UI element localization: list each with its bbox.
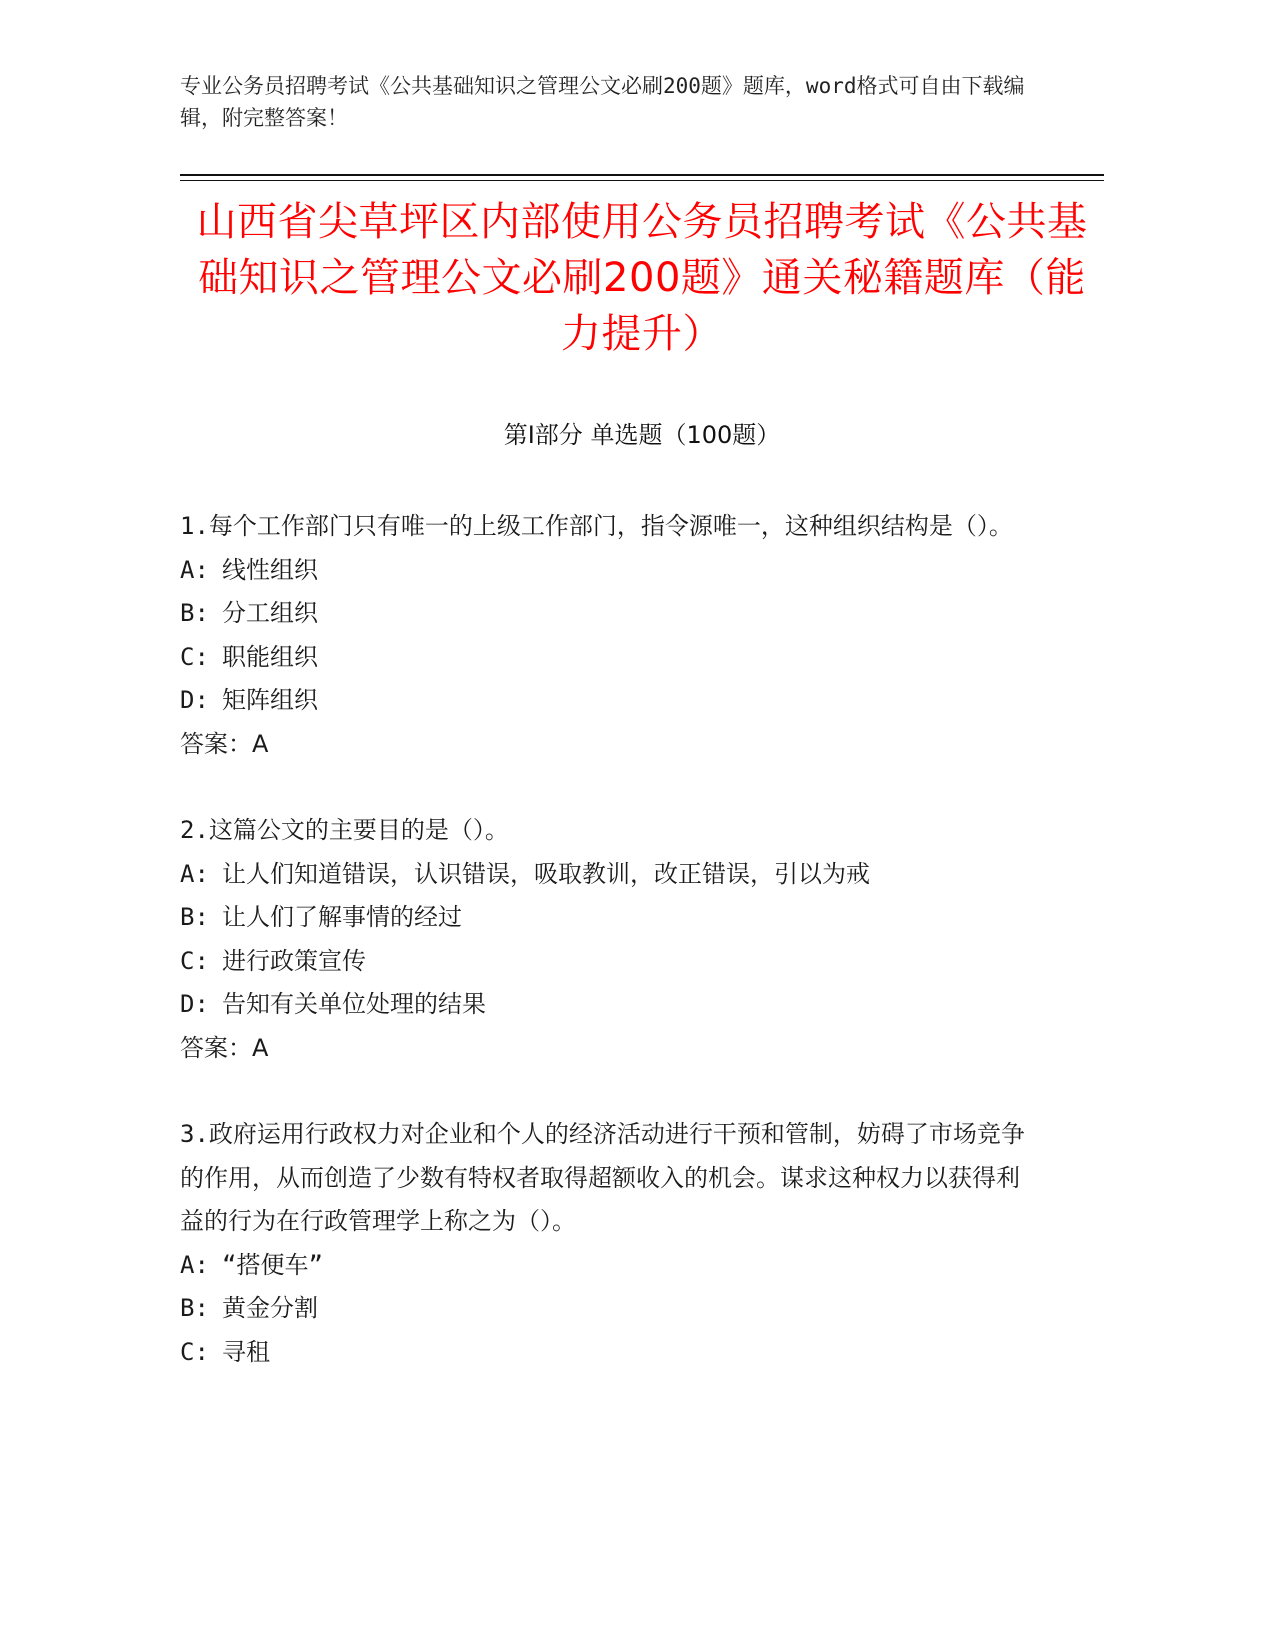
option-letter: B:	[180, 903, 209, 931]
option-text: 寻租	[222, 1337, 270, 1366]
question-item	[180, 505, 1030, 766]
option-text: 让人们了解事情的经过	[222, 903, 462, 931]
option-b	[180, 896, 1030, 940]
option-letter: D:	[180, 686, 209, 714]
header-divider-thick	[180, 174, 1104, 176]
option-text: 让人们知道错误，认识错误，吸取教训，改正错误，引以为戒	[222, 859, 870, 888]
document-title: 山西省尖草坪区内部使用公务员招聘考试《公共基础知识之管理公文必刷200题》通关秘籍题库（能力提升）	[196, 199, 1088, 357]
question-stem: 3.政府运用行政权力对企业和个人的经济活动进行干预和管制，妨碍了市场竞争的作用，从而创造了少数有特权者取得超额收入的机会。谋求这种权力以获得利益的行为在行政管理学上称之为（）。	[180, 1120, 1025, 1235]
option-d	[180, 983, 1030, 1027]
option-text: 分工组织	[222, 599, 318, 627]
option-letter: B:	[180, 599, 209, 627]
header-divider-thin	[180, 180, 1104, 181]
option-text: 职能组织	[222, 642, 318, 671]
question-item	[180, 809, 1030, 1070]
option-letter: A:	[180, 859, 209, 888]
option-text: 矩阵组织	[222, 686, 318, 714]
option-a	[180, 549, 1030, 593]
question-stem: 2.这篇公文的主要目的是（）。	[180, 816, 509, 844]
option-text: 告知有关单位处理的结果	[222, 990, 486, 1018]
option-b	[180, 592, 1030, 636]
answer-line: 答案：A	[180, 1033, 269, 1062]
option-c	[180, 636, 1030, 680]
option-text: 进行政策宣传	[222, 946, 366, 975]
option-letter: A:	[180, 555, 209, 584]
option-text: “搭便车”	[222, 1250, 323, 1279]
option-letter: C:	[180, 946, 209, 975]
question-list	[180, 505, 1030, 1417]
option-letter: B:	[180, 1294, 209, 1322]
section-heading: 第Ⅰ部分 单选题（100题）	[503, 421, 781, 449]
option-c	[180, 1331, 1030, 1375]
option-letter: C:	[180, 642, 209, 671]
question-stem: 1.每个工作部门只有唯一的上级工作部门，指令源唯一，这种组织结构是（）。	[180, 512, 1013, 540]
header-note: 专业公务员招聘考试《公共基础知识之管理公文必刷200题》题库，word格式可自由下载编辑，附完整答案！	[180, 74, 1025, 130]
option-a	[180, 853, 1030, 897]
option-d	[180, 679, 1030, 723]
option-text: 黄金分割	[222, 1294, 318, 1322]
option-b	[180, 1287, 1030, 1331]
answer-line: 答案：A	[180, 729, 269, 758]
question-item	[180, 1113, 1030, 1374]
option-letter: A:	[180, 1250, 209, 1279]
option-letter: D:	[180, 990, 209, 1018]
option-text: 线性组织	[222, 555, 318, 584]
option-letter: C:	[180, 1337, 209, 1366]
option-a	[180, 1244, 1030, 1288]
option-c	[180, 940, 1030, 984]
